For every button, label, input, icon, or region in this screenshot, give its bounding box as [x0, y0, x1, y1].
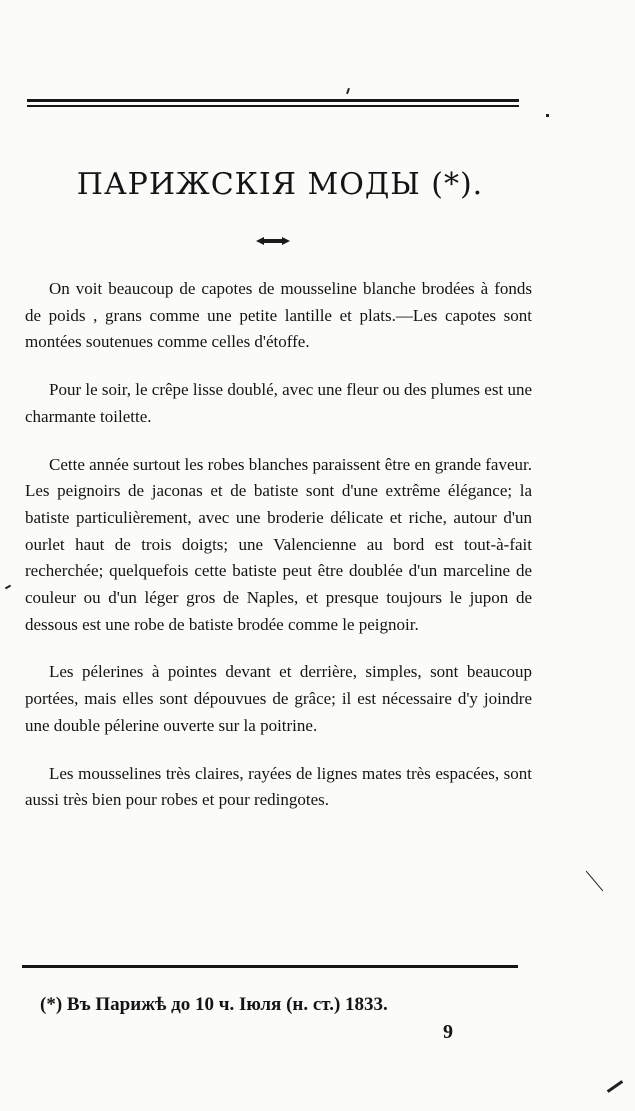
- paragraph: Les mousselines très claires, rayées de lignes mates très espacées, sont aussi très bien pour robes et pour redingotes.: [25, 763, 532, 810]
- footnote-rule: [22, 965, 518, 968]
- page-title: ПАРИЖСКІЯ МОДЫ (*).: [76, 167, 484, 202]
- page-number: 9: [443, 1021, 453, 1043]
- footnote: (*) Въ Парижѣ до 10 ч. Іюля (н. ст.) 1833.: [40, 994, 388, 1015]
- article-body: [25, 276, 532, 835]
- ink-speck: [346, 88, 350, 94]
- paragraph: Pour le soir, le crêpe lisse doublé, avec une fleur ou des plumes est une charmante toilette.: [25, 380, 532, 426]
- paragraph: Les pélerines à pointes devant et derrière, simples, sont beaucoup portées, mais elles sont dépouvues de grâce; il est nécessaire d'y joindre une double pélerine ouverte sur la poitrine.: [25, 662, 532, 735]
- ink-speck: [546, 114, 549, 117]
- top-rule: [27, 99, 519, 102]
- ornament-icon: [256, 236, 290, 246]
- top-rule-secondary: [27, 105, 519, 107]
- ink-speck: [5, 585, 11, 590]
- paragraph: On voit beaucoup de capotes de mousseline blanche brodées à fonds de poids , grans comme une petite lantille et plats.—Les capotes sont montées soutenues comme celles d'étoffe.: [25, 279, 532, 352]
- ink-speck: [586, 871, 603, 892]
- ink-speck: [607, 1080, 623, 1093]
- paragraph: Cette année surtout les robes blanches paraissent être en grande faveur. Les peignoirs de jaconas et de batiste sont d'une extrême élégance; la batiste particulièrement, avec une broderie délicate et riche, autour d'un ourlet haut de trois doigts; une Valencienne au bord est tout-à-fait recherchée; quelquefois cette batiste peut être doublée d'un marceline de couleur ou d'un léger gros de Naples, et presque toujours le jupon de dessous est une robe de batiste brodée comme le peignoir.: [25, 454, 532, 634]
